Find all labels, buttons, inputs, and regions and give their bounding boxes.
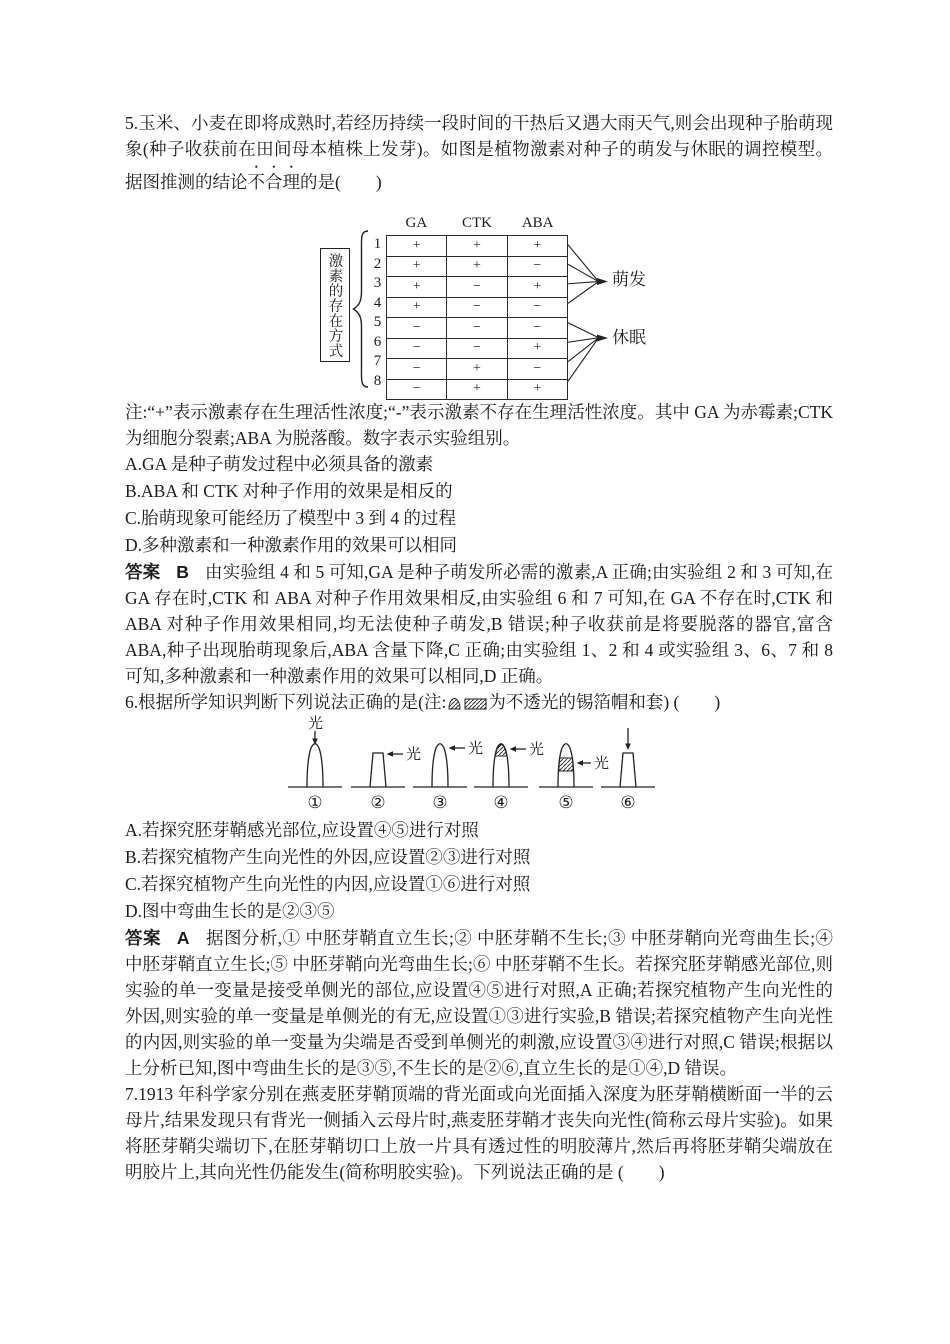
cell: − xyxy=(507,297,567,318)
q5-option-a: A.GA 是种子萌发过程中必须具备的激素 xyxy=(125,454,434,474)
q6-coleoptile-figure xyxy=(125,715,833,817)
q6-option-b: B.若探究植物产生向光性的外因,应设置②③进行对照 xyxy=(125,847,531,867)
cell: − xyxy=(387,318,447,339)
cell: + xyxy=(447,379,507,400)
unit-number-label: ⑥ xyxy=(620,793,636,812)
group-number: 4 xyxy=(373,294,382,311)
q5-answer xyxy=(125,559,833,689)
cell: + xyxy=(387,277,447,298)
cell: + xyxy=(387,297,447,318)
q5-stem-tail: 的是( ) xyxy=(300,172,382,192)
q6-option-d: D.图中弯曲生长的是②③⑤ xyxy=(125,901,335,921)
cell: − xyxy=(387,359,447,380)
tinfoil-sleeve-icon xyxy=(464,697,487,710)
table-row xyxy=(387,318,568,339)
q5-note: 注:“+”表示激素存在生理活性浓度;“-”表示激素不存在生理活性浓度。其中 GA 为赤霉素;CTK 为细胞分裂素;ABA 为脱落酸。数字表示实验组别。 xyxy=(125,402,833,448)
hormone-presence-label-box xyxy=(320,248,350,362)
cell: − xyxy=(507,256,567,277)
cell: + xyxy=(447,359,507,380)
answer-label: 答案 xyxy=(125,928,161,948)
cell: − xyxy=(447,277,507,298)
cell: − xyxy=(387,379,447,400)
answer-explanation: 由实验组 4 和 5 可知,GA 是种子萌发所必需的激素,A 正确;由实验组 2 和 3 可知,在 GA 存在时,CTK 和 ABA 对种子作用效果相反,由实验组 6 和 7 可知,在 GA 不存在时,CTK 和 ABA 对种子作用效果相同,均无法使种子萌发,B 错误;种子收获前是将要脱落的器官,富含 ABA,种子出现胎萌现象后,ABA 含量下降,C 正确;由实验组 1、2 和 4 或实验组 3、6、7 和 8 可知,多种激素和一种激素作用的效果可以相同,D 正确。 xyxy=(125,562,834,686)
table-row xyxy=(387,297,568,318)
light-label: 光 xyxy=(594,756,610,772)
left-arrowhead-icon xyxy=(387,751,394,756)
table-row xyxy=(387,236,568,257)
q6-stem-text: 6.根据所学知识判断下列说法正确的是(注: xyxy=(125,692,447,712)
cell: − xyxy=(447,318,507,339)
column-header-ctk: CTK xyxy=(462,215,492,231)
tinfoil-cap-icon xyxy=(447,697,462,710)
light-label: 光 xyxy=(529,742,545,758)
experiment-group-numbers xyxy=(371,235,384,391)
answer-letter: A xyxy=(176,928,190,948)
left-arrowhead-icon xyxy=(577,760,584,765)
outcome-label-germination: 萌发 xyxy=(612,270,646,289)
hormone-presence-table xyxy=(386,235,568,400)
dormancy-arrowhead-icon xyxy=(597,335,608,342)
table-row xyxy=(387,338,568,359)
cell: + xyxy=(507,379,567,400)
brace-icon xyxy=(352,229,370,389)
group-number: 6 xyxy=(373,333,382,350)
coleoptile-diagram xyxy=(283,715,703,817)
outcome-label-dormancy: 休眠 xyxy=(612,328,646,347)
hormone-column-headers xyxy=(386,215,568,232)
group-number: 8 xyxy=(373,372,382,389)
cell: − xyxy=(447,297,507,318)
q6-option-c: C.若探究植物产生向光性的内因,应设置①⑥进行对照 xyxy=(125,874,531,894)
cell: + xyxy=(387,256,447,277)
left-arrowhead-icon xyxy=(510,746,517,751)
tinfoil-cap-icon xyxy=(495,744,506,756)
q6-answer xyxy=(125,925,833,1081)
table-row xyxy=(387,256,568,277)
unit-number-label: ④ xyxy=(493,793,509,812)
q5-option-b: B.ABA 和 CTK 对种子作用的效果是相反的 xyxy=(125,481,453,501)
cell: − xyxy=(447,338,507,359)
group-number: 1 xyxy=(373,236,382,252)
tinfoil-sleeve-icon xyxy=(559,758,573,771)
light-label: 光 xyxy=(308,716,324,732)
q5-hormone-model-figure xyxy=(320,215,720,397)
unit-number-label: ⑤ xyxy=(558,793,574,812)
q6-stem xyxy=(125,689,833,715)
column-header-aba: ABA xyxy=(521,215,554,231)
outcome-connector-lines xyxy=(568,235,612,391)
worksheet-content xyxy=(125,110,833,1185)
table-row xyxy=(387,277,568,298)
answer-letter: B xyxy=(176,562,189,582)
table-row xyxy=(387,359,568,380)
cell: + xyxy=(507,338,567,359)
group-number: 7 xyxy=(373,353,382,369)
unit-number-label: ① xyxy=(307,793,323,812)
cell: + xyxy=(447,256,507,277)
unit-number-label: ③ xyxy=(432,793,448,812)
answer-explanation: 据图分析,① 中胚芽鞘直立生长;② 中胚芽鞘不生长;③ 中胚芽鞘向光弯曲生长;④ 中胚芽鞘直立生长;⑤ 中胚芽鞘向光弯曲生长;⑥ 中胚芽鞘不生长。若探究胚芽鞘感光部位,则实验的单一变量是接受单侧光的部位,应设置④⑤进行对照,A 正确;若探究植物产生向光性的外因,则实验的单一变量是单侧光的有无,应设置①③进行实验,B 错误;若探究植物产生向光性的内因,则实验的单一变量为尖端是否受到单侧光的刺激,应设置③④进行对照,C 错误;根据以上分析已知,图中弯曲生长的是③⑤,不生长的是②⑥,直立生长的是①④,D 错误。 xyxy=(125,928,834,1078)
cell: + xyxy=(387,236,447,257)
left-arrowhead-icon xyxy=(449,745,456,750)
q5-stem-emphasis: 不合理 xyxy=(247,172,300,192)
light-label: 光 xyxy=(406,747,422,763)
cell: − xyxy=(507,318,567,339)
answer-label: 答案 xyxy=(125,562,161,582)
down-arrowhead-icon xyxy=(625,744,631,751)
q6-stem-tail: 为不透光的锡箔帽和套) ( ) xyxy=(488,692,721,712)
cell: − xyxy=(507,359,567,380)
hormone-presence-label: 激素的存在方式 xyxy=(326,252,343,358)
group-number: 2 xyxy=(373,255,382,272)
q5-stem-text: 5.玉米、小麦在即将成熟时,若经历持续一段时间的干热后又遇大雨天气,则会出现种子胎萌现象(种子收获前在田间母本植株上发芽)。如图是植物激素对种子的萌发与休眠的调控模型。据图推测的结论 xyxy=(125,113,833,192)
table-row xyxy=(387,379,568,400)
cell: − xyxy=(387,338,447,359)
unit-number-label: ② xyxy=(370,793,386,812)
group-number: 3 xyxy=(373,275,382,291)
cell: + xyxy=(447,236,507,257)
group-number: 5 xyxy=(373,314,382,330)
q6-option-a: A.若探究胚芽鞘感光部位,应设置④⑤进行对照 xyxy=(125,820,479,840)
column-header-ga: GA xyxy=(405,215,428,231)
q5-stem xyxy=(125,110,833,195)
cell: + xyxy=(507,277,567,298)
q7-stem: 7.1913 年科学家分别在燕麦胚芽鞘顶端的背光面或向光面插入深度为胚芽鞘横断面一半的云母片,结果发现只有背光一侧插入云母片时,燕麦胚芽鞘才丧失向光性(简称云母片实验)。如果将胚芽鞘尖端切下,在胚芽鞘切口上放一片具有透过性的明胶薄片,然后再将胚芽鞘尖端放在明胶片上,其向光性仍能发生(简称明胶实验)。下列说法正确的是 ( ) xyxy=(125,1084,833,1182)
q5-option-d: D.多种激素和一种激素作用的效果可以相同 xyxy=(125,535,458,555)
light-label: 光 xyxy=(468,741,484,757)
cell: + xyxy=(507,236,567,257)
q5-option-c: C.胎萌现象可能经历了模型中 3 到 4 的过程 xyxy=(125,508,457,528)
germination-arrowhead-icon xyxy=(597,278,608,285)
